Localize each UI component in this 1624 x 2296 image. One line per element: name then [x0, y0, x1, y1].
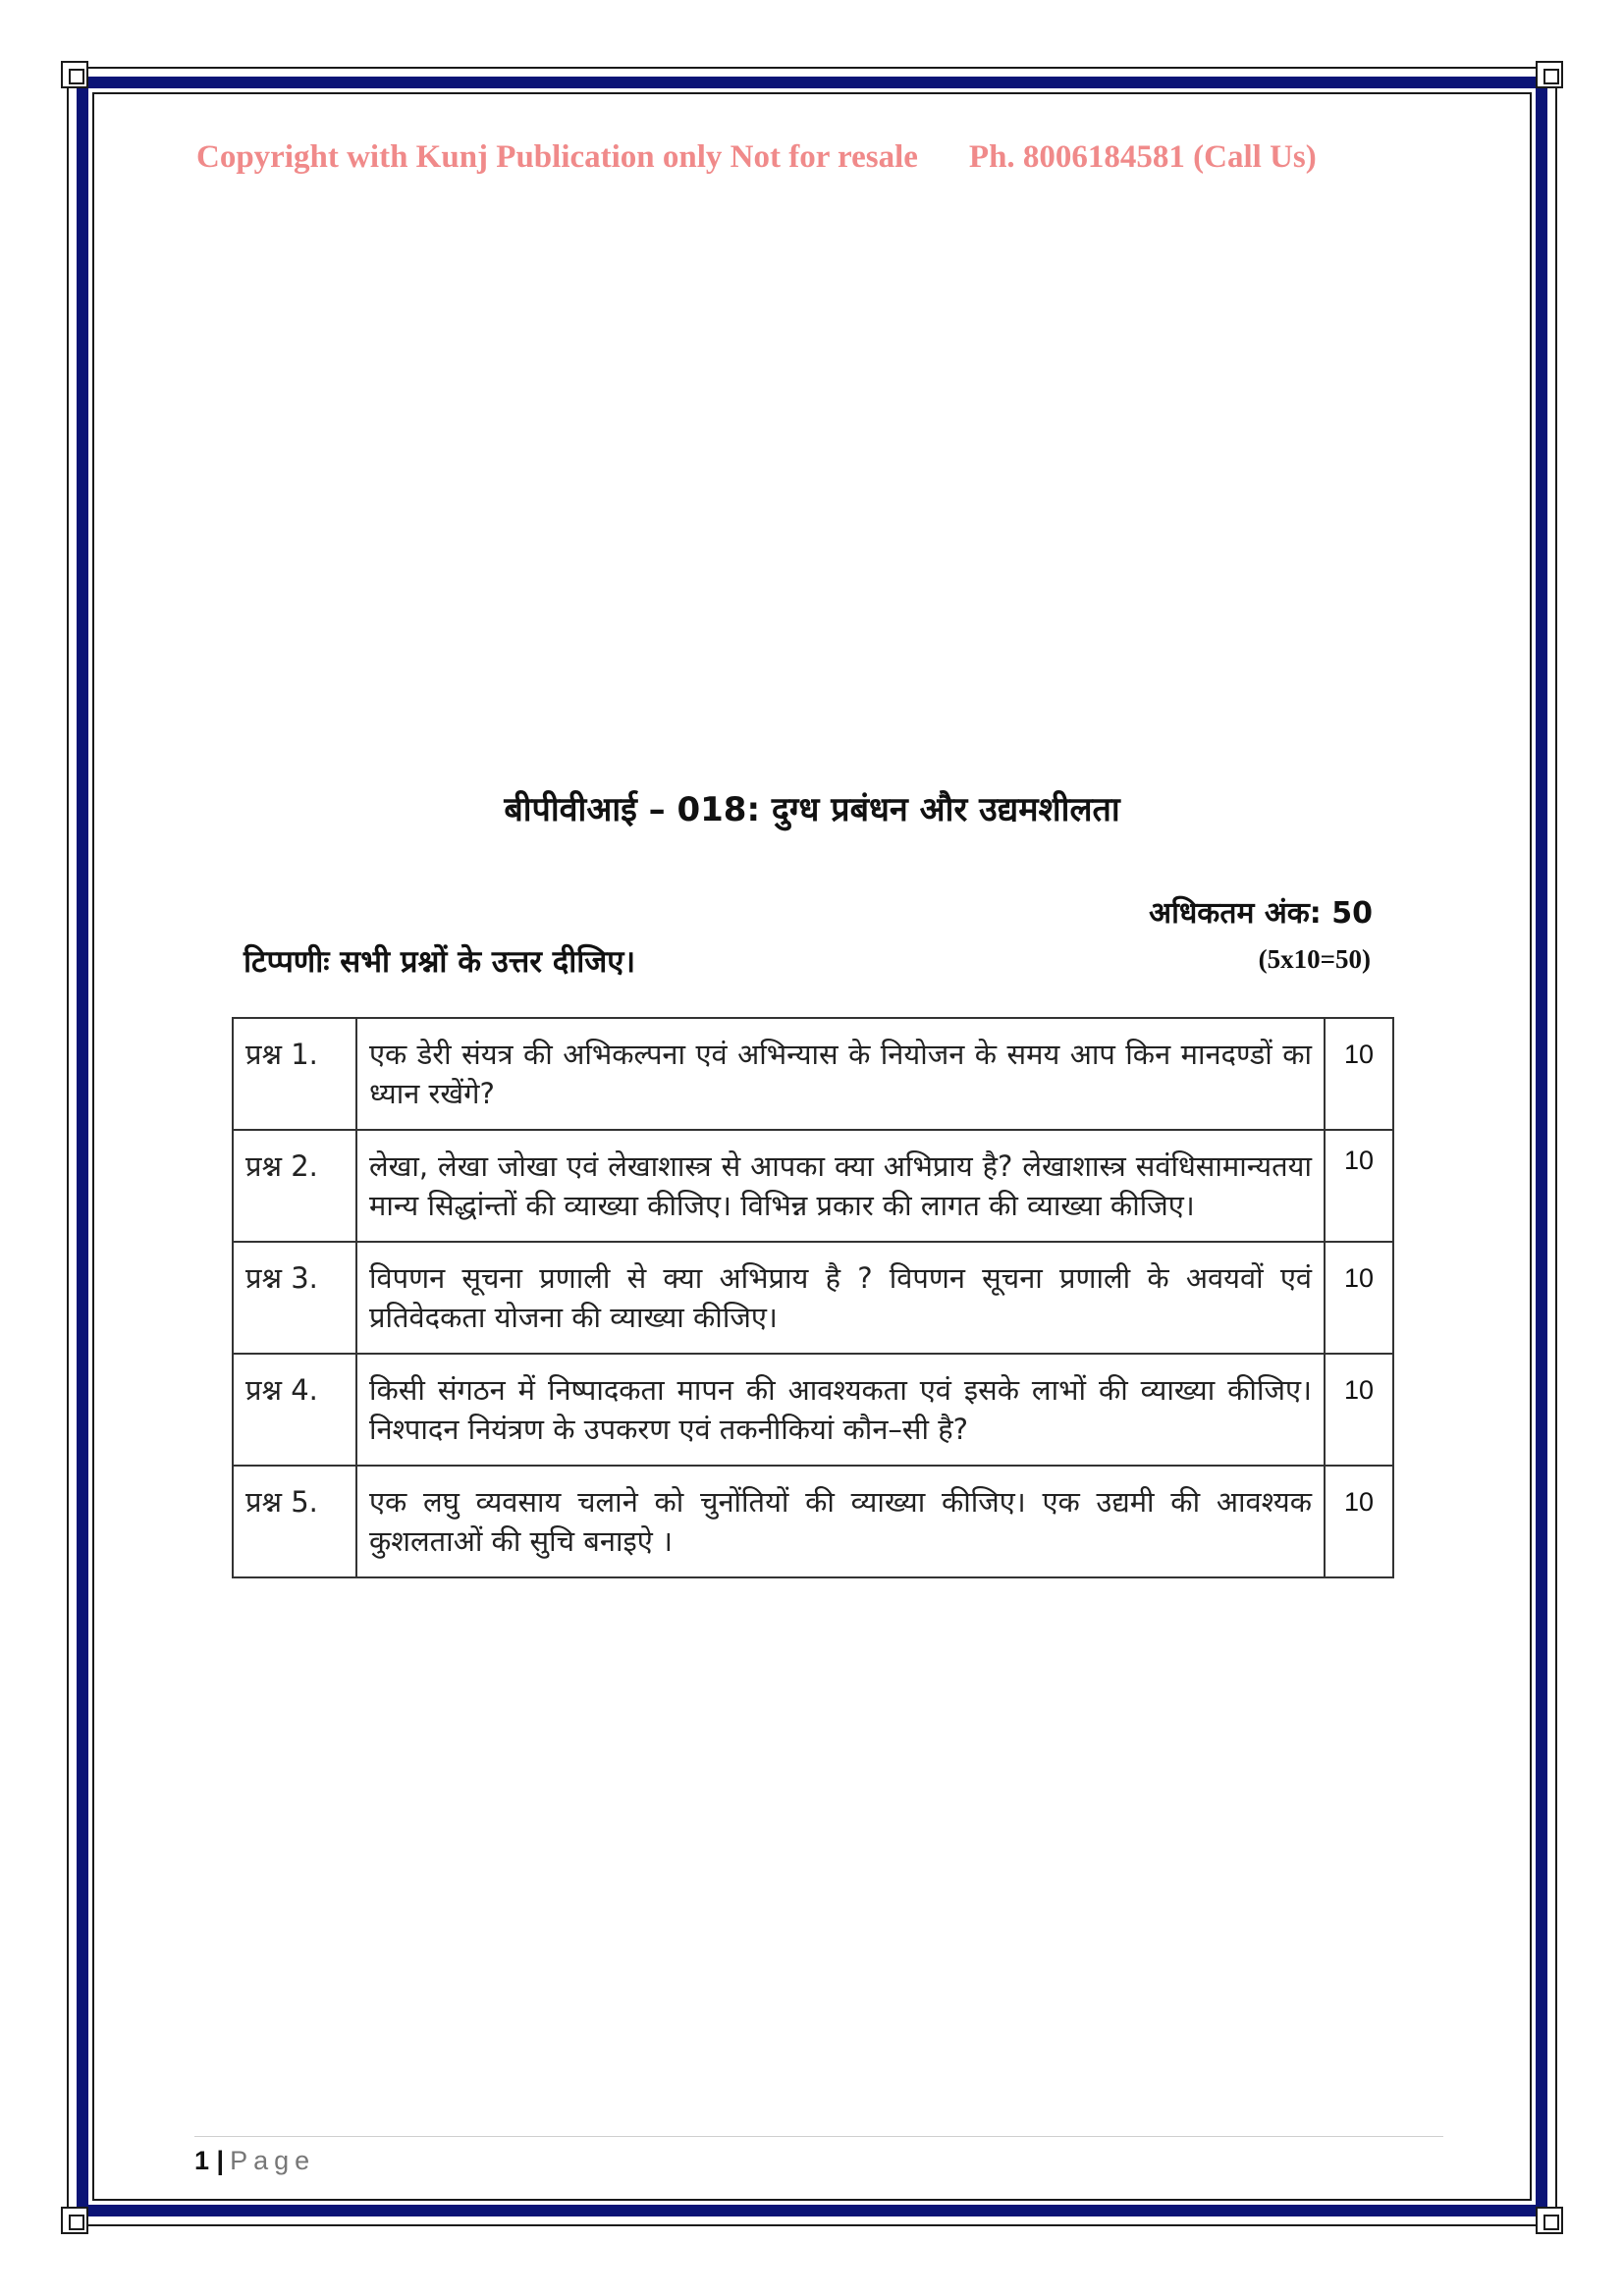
question-marks: 10 — [1325, 1466, 1393, 1577]
question-number: प्रश्न 1. — [233, 1018, 356, 1130]
paper-title: बीपीवीआई – 018: दुग्ध प्रबंधन और उद्यमशीलता — [504, 790, 1120, 829]
page-footer — [194, 2146, 315, 2176]
questions-table — [232, 1017, 1394, 1578]
question-number: प्रश्न 2. — [233, 1130, 356, 1242]
question-text: लेखा, लेखा जोखा एवं लेखाशास्त्र से आपका क्या अभिप्राय है? लेखाशास्त्र सवंधिसामान्यतया मान्य सिद्धांन्तों की व्याख्या कीजिए। विभिन्न प्रकार की लागत की व्याख्या कीजिए। — [356, 1130, 1325, 1242]
border-corner-ornament — [61, 61, 88, 88]
page-label: Page — [230, 2146, 316, 2175]
question-row — [233, 1130, 1393, 1242]
question-marks: 10 — [1325, 1242, 1393, 1354]
page-separator: | — [216, 2146, 225, 2175]
border-corner-ornament — [61, 2207, 88, 2234]
copyright-header — [196, 139, 1473, 176]
border-corner-ornament — [1536, 2207, 1563, 2234]
question-row — [233, 1466, 1393, 1577]
question-text: एक डेरी संयत्र की अभिकल्पना एवं अभिन्यास के नियोजन के समय आप किन मानदण्डों का ध्यान रखेंगे? — [356, 1018, 1325, 1130]
question-text: विपणन सूचना प्रणाली से क्या अभिप्राय है ? विपणन सूचना प्रणाली के अवयवों एवं प्रतिवेदकता योजना की व्याख्या कीजिए। — [356, 1242, 1325, 1354]
question-number: प्रश्न 5. — [233, 1466, 356, 1577]
question-row — [233, 1354, 1393, 1466]
question-row — [233, 1018, 1393, 1130]
question-marks: 10 — [1325, 1354, 1393, 1466]
max-marks: अधिकतम अंक: 50 — [1149, 896, 1373, 931]
page-number: 1 — [194, 2146, 210, 2175]
question-marks: 10 — [1325, 1018, 1393, 1130]
footer-divider — [194, 2136, 1443, 2137]
question-row — [233, 1242, 1393, 1354]
question-number: प्रश्न 4. — [233, 1354, 356, 1466]
border-corner-ornament — [1536, 61, 1563, 88]
question-text: एक लघु व्यवसाय चलाने को चुनोंतियों की व्याख्या कीजिए। एक उद्यमी की आवश्यक कुशलताओं की सुचि बनाइऐ । — [356, 1466, 1325, 1577]
copyright-text: Copyright with Kunj Publication only Not for resale — [196, 139, 918, 175]
question-text: किसी संगठन में निष्पादकता मापन की आवश्यकता एवं इसके लाभों की व्याख्या कीजिए। निश्पादन नियंत्रण के उपकरण एवं तकनीकियां कौन–सी है? — [356, 1354, 1325, 1466]
phone-contact: Ph. 8006184581 (Call Us) — [968, 139, 1317, 175]
instruction-note: टिप्पणीः सभी प्रश्नों के उत्तर दीजिए। — [244, 944, 636, 980]
question-marks: 10 — [1325, 1130, 1393, 1242]
marks-breakdown: (5x10=50) — [1258, 944, 1371, 974]
question-number: प्रश्न 3. — [233, 1242, 356, 1354]
